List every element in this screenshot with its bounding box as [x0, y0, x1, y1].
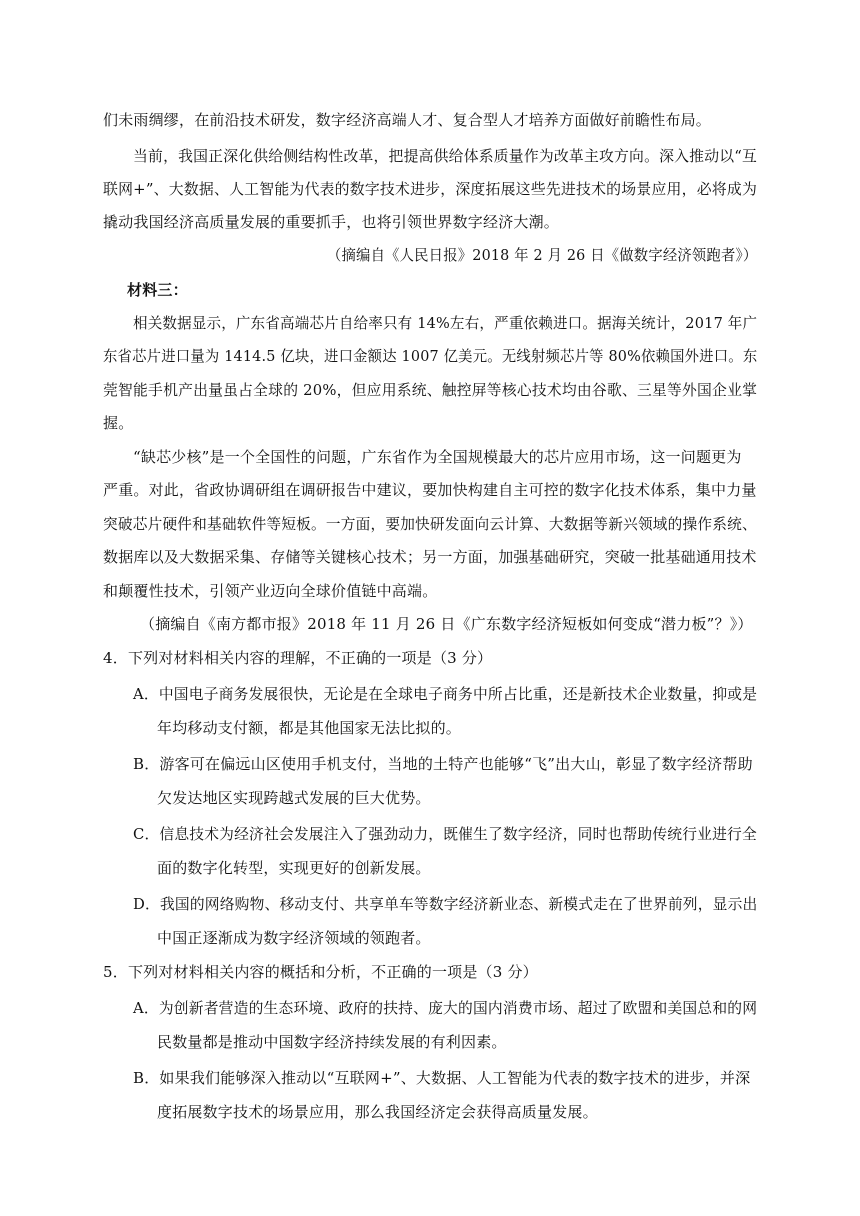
passage-line: 突破芯片硬件和基础软件等短板。一方面，要加快研发面向云计算、大数据等新兴领域的操作系统、 [103, 515, 757, 533]
option-a-continued: 年均移动支付额，都是其他国家无法比拟的。 [157, 719, 462, 737]
option-c: C．信息技术为经济社会发展注入了强劲动力，既催生了数字经济，同时也帮助传统行业进行全 [133, 825, 757, 843]
question-stem: 4．下列对材料相关内容的理解，不正确的一项是（3 分） [103, 649, 493, 667]
passage-line: 当前，我国正深化供给侧结构性改革，把提高供给体系质量作为改革主攻方向。深入推动以“互 [133, 147, 758, 165]
option-a-continued: 民数量都是推动中国数字经济持续发展的有利因素。 [157, 1033, 507, 1051]
passage-line: 们未雨绸缪，在前沿技术研发，数字经济高端人才、复合型人才培养方面做好前瞻性布局。 [103, 111, 712, 129]
passage-line: 东省芯片进口量为 1414.5 亿块，进口金额达 1007 亿美元。无线射频芯片等 80%依赖国外进口。东 [103, 347, 758, 365]
option-d: D．我国的网络购物、移动支付、共享单车等数字经济新业态、新模式走在了世界前列，显示出 [133, 895, 758, 913]
passage-line: 数据库以及大数据采集、存储等关键核心技术；另一方面，加强基础研究，突破一批基础通用技术 [103, 548, 757, 566]
passage-line: 和颠覆性技术，引领产业迈向全球价值链中高端。 [103, 582, 438, 600]
option-b: B．如果我们能够深入推动以“互联网+”、大数据、人工智能为代表的数字技术的进步，并深 [133, 1069, 751, 1087]
option-d-continued: 中国正逐渐成为数字经济领域的领跑者。 [157, 929, 431, 947]
option-a: A．为创新者营造的生态环境、政府的扶持、庞大的国内消费市场、超过了欧盟和美国总和的网 [133, 999, 758, 1017]
source-citation: （摘编自《人民日报》2018 年 2 月 26 日《做数字经济领跑者》） [327, 246, 758, 264]
passage-line: 相关数据显示，广东省高端芯片自给率只有 14%左右，严重依赖进口。据海关统计，2017 年广 [133, 314, 758, 332]
passage-line: 严重。对此，省政协调研组在调研报告中建议，要加快构建自主可控的数字化技术体系，集中力量 [103, 481, 757, 499]
option-b-continued: 欠发达地区实现跨越式发展的巨大优势。 [157, 789, 431, 807]
question-stem: 5．下列对材料相关内容的概括和分析，不正确的一项是（3 分） [103, 963, 538, 981]
source-citation: （摘编自《南方都市报》2018 年 11 月 26 日《广东数字经济短板如何变成“潜力板”？》） [140, 615, 753, 633]
material-heading: 材料三： [127, 281, 188, 299]
passage-line: “缺芯少核”是一个全国性的问题，广东省作为全国规模最大的芯片应用市场，这一问题更为 [133, 448, 742, 466]
option-b: B．游客可在偏远山区使用手机支付，当地的土特产也能够“飞”出大山，彰显了数字经济帮助 [133, 755, 753, 773]
passage-line: 联网+”、大数据、人工智能为代表的数字技术进步，深度拓展这些先进技术的场景应用，必将成为 [103, 180, 758, 198]
passage-line: 握。 [103, 414, 134, 432]
passage-line: 莞智能手机产出量虽占全球的 20%，但应用系统、触控屏等核心技术均由谷歌、三星等外国企业掌 [103, 381, 758, 399]
option-c-continued: 面的数字化转型，实现更好的创新发展。 [157, 859, 431, 877]
passage-line: 撬动我国经济高质量发展的重要抓手，也将引领世界数字经济大潮。 [103, 213, 560, 231]
option-b-continued: 度拓展数字技术的场景应用，那么我国经济定会获得高质量发展。 [157, 1103, 598, 1121]
option-a: A．中国电子商务发展很快，无论是在全球电子商务中所占比重，还是新技术企业数量，抑或是 [133, 685, 758, 703]
